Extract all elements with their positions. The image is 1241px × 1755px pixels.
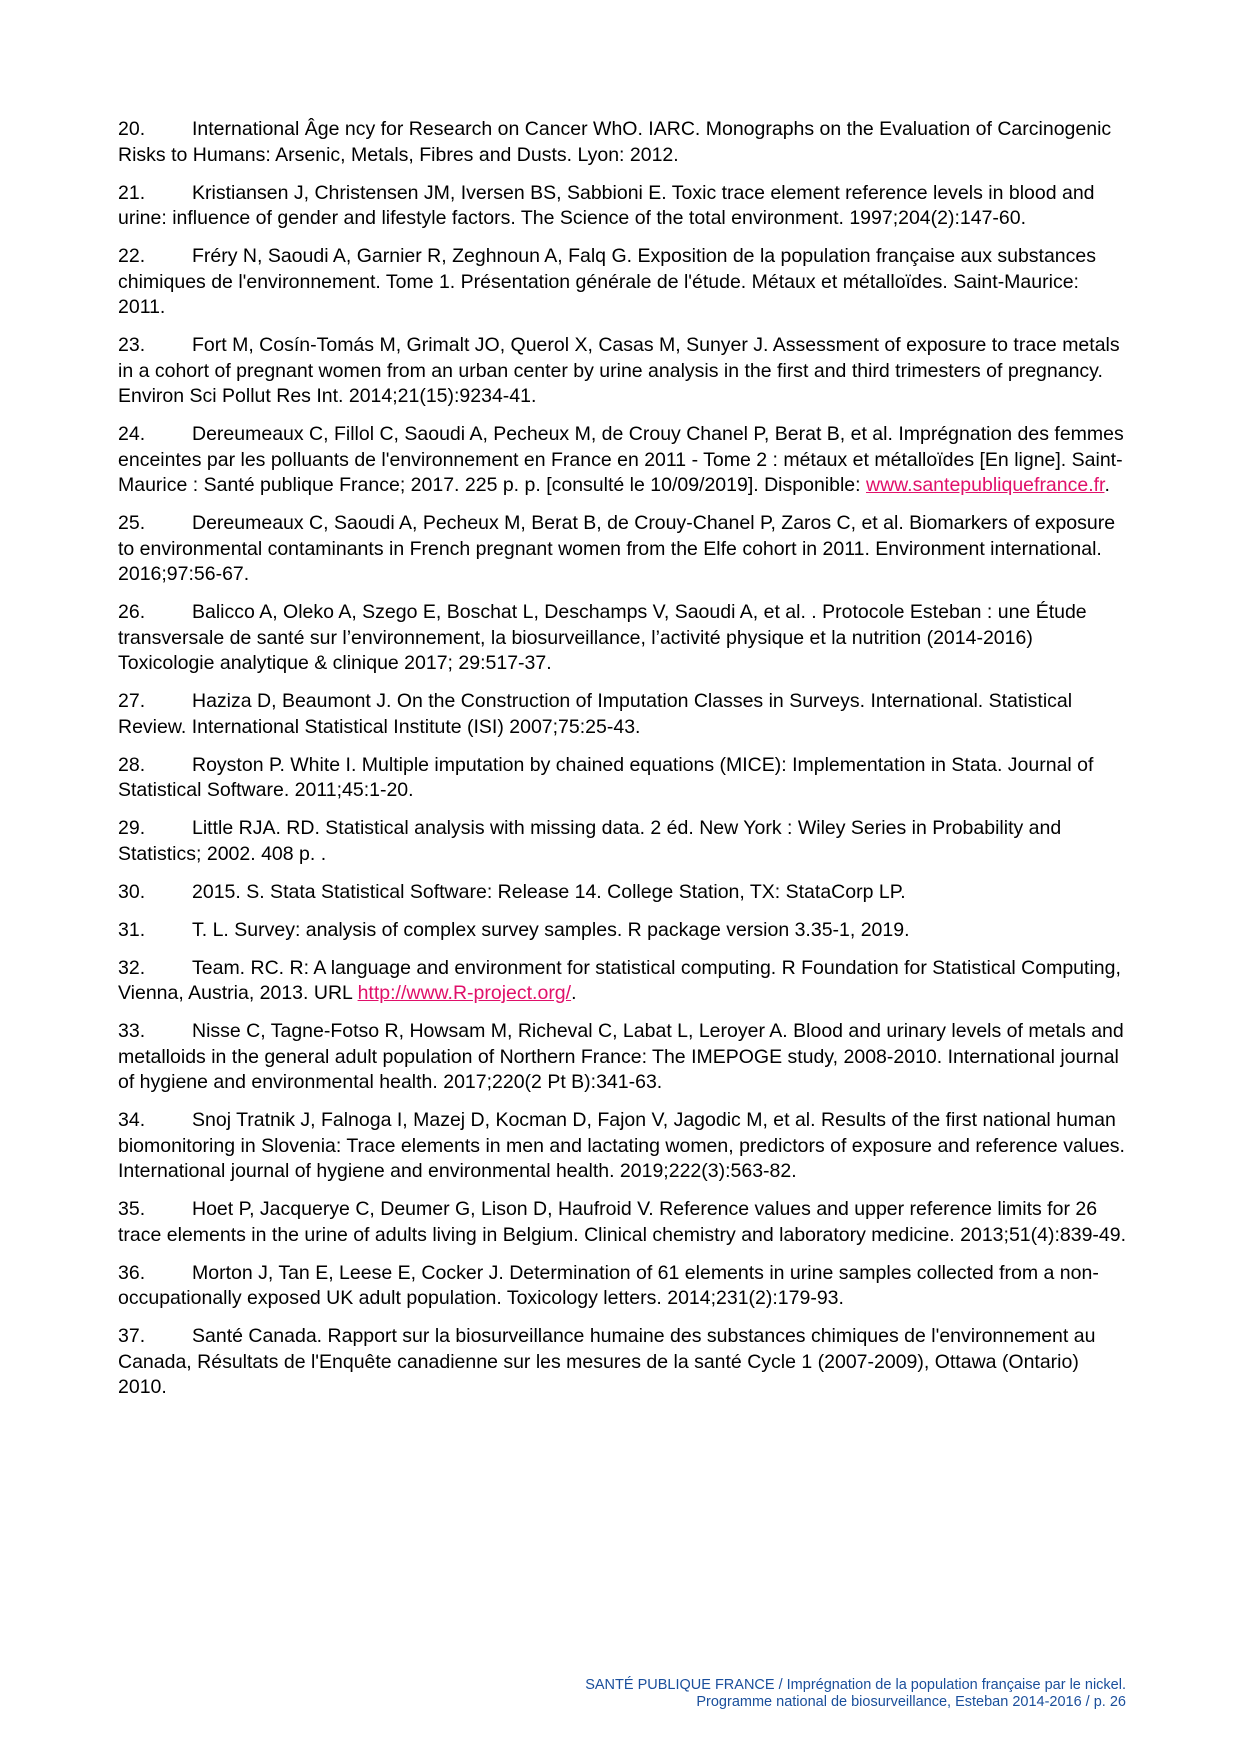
reference-text: Little RJA. RD. Statistical analysis with missing data. 2 éd. New York : Wiley Series in Probability and Statistics; 2002. 408 p. . xyxy=(118,817,1062,865)
reference-item xyxy=(118,333,1128,410)
reference-text: Dereumeaux C, Fillol C, Saoudi A, Pecheux M, de Crouy Chanel P, Berat B, et al. Imprégnation des femmes enceintes par les polluants de l'environnement en France en 2011 - Tome 2 : métaux et métalloïdes [En ligne]. Saint-Maurice : Santé publique France; 2017. 225 p. p. [consulté le 10/09/2019]. Disponible: xyxy=(118,423,1124,496)
reference-number: 32. xyxy=(118,956,146,979)
reference-number: 35. xyxy=(118,1198,146,1220)
r-project-link[interactable]: http://www.R-project.org/ xyxy=(357,982,572,1004)
reference-text: Balicco A, Oleko A, Szego E, Boschat L, Deschamps V, Saoudi A, et al. . Protocole Esteban : une Étude transversale de santé sur l’environnement, la biosurveillance, l’activité physique et la nutrition (2014-2016) Toxicologie analytique & clinique 2017; 29:517-37. xyxy=(118,601,1087,674)
reference-text: T. L. Survey: analysis of complex survey samples. R package version 3.35-1, 2019. xyxy=(192,918,910,941)
reference-text: Fréry N, Saoudi A, Garnier R, Zeghnoun A, Falq G. Exposition de la population française aux substances chimiques de l'environnement. Tome 1. Présentation générale de l'étude. Métaux et métalloïdes. Saint-Maurice: 2011. xyxy=(118,245,1096,318)
reference-number: 31. xyxy=(118,918,146,941)
reference-item xyxy=(118,244,1128,321)
reference-item xyxy=(118,1324,1128,1401)
reference-text-end: . xyxy=(1104,474,1110,496)
reference-number: 23. xyxy=(118,334,146,356)
reference-item xyxy=(118,816,1128,867)
reference-text: Nisse C, Tagne-Fotso R, Howsam M, Richeval C, Labat L, Leroyer A. Blood and urinary levels of metals and metalloids in the general adult population of Northern France: The IMEPOGE study, 2008-2010. International journal of hygiene and environmental health. 2017;220(2 Pt B):341-63. xyxy=(118,1020,1124,1093)
reference-number: 28. xyxy=(118,753,146,776)
reference-number: 21. xyxy=(118,181,146,204)
reference-item xyxy=(118,689,1128,740)
reference-item xyxy=(118,956,1128,1007)
reference-item xyxy=(118,1261,1128,1312)
reference-text-end: . xyxy=(571,982,577,1004)
reference-text: Fort M, Cosín-Tomás M, Grimalt JO, Querol X, Casas M, Sunyer J. Assessment of exposure to trace metals in a cohort of pregnant women from an urban center by urine analysis in the first and third trimesters of pregnancy. Environ Sci Pollut Res Int. 2014;21(15):9234-41. xyxy=(118,334,1120,407)
reference-number: 26. xyxy=(118,601,146,623)
reference-text: Snoj Tratnik J, Falnoga I, Mazej D, Kocman D, Fajon V, Jagodic M, et al. Results of the first national human biomonitoring in Slovenia: Trace elements in men and lactating women, predictors of exposure and reference values. International journal of hygiene and environmental health. 2019;222(3):563-82. xyxy=(118,1109,1125,1182)
reference-number: 20. xyxy=(118,118,146,140)
reference-item xyxy=(118,918,1128,944)
reference-number: 37. xyxy=(118,1325,146,1347)
page-footer xyxy=(585,1677,1126,1711)
reference-number: 30. xyxy=(118,880,146,903)
reference-number: 27. xyxy=(118,690,146,712)
reference-item xyxy=(118,181,1128,232)
reference-number: 29. xyxy=(118,817,146,839)
reference-item xyxy=(118,753,1128,804)
reference-number: 36. xyxy=(118,1261,146,1284)
reference-text: International Âge ncy for Research on Cancer WhO. IARC. Monographs on the Evaluation of Carcinogenic Risks to Humans: Arsenic, Metals, Fibres and Dusts. Lyon: 2012. xyxy=(118,118,1112,166)
reference-text: Team. RC. R: A language and environment for statistical computing. R Foundation for Statistical Computing, Vienna, Austria, 2013. URL xyxy=(118,956,1121,1004)
reference-number: 34. xyxy=(118,1109,146,1131)
reference-number: 33. xyxy=(118,1020,146,1042)
reference-item xyxy=(118,1108,1128,1185)
reference-item xyxy=(118,511,1128,588)
footer-line-title: SANTÉ PUBLIQUE FRANCE / Imprégnation de la population française par le nickel. xyxy=(585,1677,1126,1693)
reference-item xyxy=(118,600,1128,677)
reference-text: Royston P. White I. Multiple imputation by chained equations (MICE): Implementation in Stata. Journal of Statistical Software. 2011;45:1-20. xyxy=(118,753,1094,801)
reference-text: Kristiansen J, Christensen JM, Iversen BS, Sabbioni E. Toxic trace element reference levels in blood and urine: influence of gender and lifestyle factors. The Science of the total environment. 1997;204(2):147-60. xyxy=(118,181,1095,229)
reference-number: 25. xyxy=(118,512,146,534)
reference-text: Dereumeaux C, Saoudi A, Pecheux M, Berat B, de Crouy-Chanel P, Zaros C, et al. Biomarkers of exposure to environmental contaminants in French pregnant women from the Elfe cohort in 2011. Environment international. 2016;97:56-67. xyxy=(118,512,1116,585)
reference-item xyxy=(118,1019,1128,1096)
reference-list xyxy=(118,117,1128,1413)
reference-item xyxy=(118,1197,1128,1248)
reference-text: 2015. S. Stata Statistical Software: Release 14. College Station, TX: StataCorp LP. xyxy=(192,880,906,903)
reference-text: Morton J, Tan E, Leese E, Cocker J. Determination of 61 elements in urine samples collected from a non-occupationally exposed UK adult population. Toxicology letters. 2014;231(2):179-93. xyxy=(118,1261,1099,1309)
footer-line-program: Programme national de biosurveillance, Esteban 2014-2016 / p. 26 xyxy=(696,1694,1126,1710)
reference-item xyxy=(118,880,1128,906)
reference-text: Haziza D, Beaumont J. On the Construction of Imputation Classes in Surveys. International. Statistical Review. International Statistical Institute (ISI) 2007;75:25-43. xyxy=(118,690,1073,738)
reference-number: 24. xyxy=(118,423,146,445)
reference-item xyxy=(118,117,1128,168)
reference-item xyxy=(118,422,1128,499)
reference-text: Hoet P, Jacquerye C, Deumer G, Lison D, Haufroid V. Reference values and upper reference limits for 26 trace elements in the urine of adults living in Belgium. Clinical chemistry and laboratory medicine. 2013;51(4):839-49. xyxy=(118,1198,1127,1246)
reference-number: 22. xyxy=(118,245,146,267)
reference-text: Santé Canada. Rapport sur la biosurveillance humaine des substances chimiques de l'environnement au Canada, Résultats de l'Enquête canadienne sur les mesures de la santé Cycle 1 (2007-2009), Ottawa (Ontario) 2010. xyxy=(118,1325,1096,1398)
santepubliquefrance-link[interactable]: www.santepubliquefrance.fr xyxy=(866,474,1105,496)
